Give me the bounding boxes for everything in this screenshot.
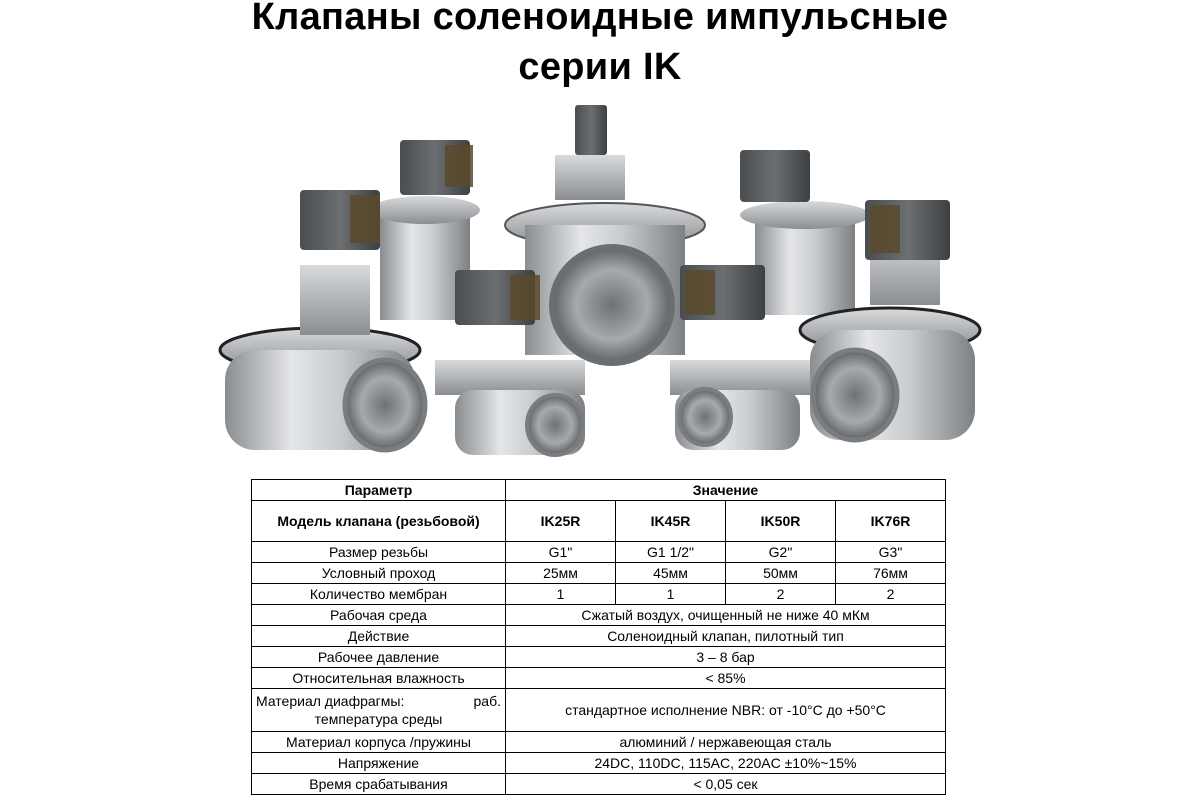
row-value: 3 – 8 бар bbox=[506, 647, 946, 668]
row-value: 1 bbox=[616, 584, 726, 605]
row-value: 76мм bbox=[836, 563, 946, 584]
valves-illustration bbox=[200, 95, 1000, 470]
row-label: Количество мембран bbox=[252, 584, 506, 605]
row-value: 2 bbox=[836, 584, 946, 605]
row-label bbox=[252, 689, 506, 732]
table-row bbox=[252, 753, 946, 774]
model-label: Модель клапана (резьбовой) bbox=[252, 501, 506, 542]
table-row bbox=[252, 584, 946, 605]
header-value: Значение bbox=[506, 480, 946, 501]
row-value: G3" bbox=[836, 542, 946, 563]
table-row bbox=[252, 668, 946, 689]
table-row bbox=[252, 732, 946, 753]
row-value: стандартное исполнение NBR: от -10°С до +50°С bbox=[506, 689, 946, 732]
row-label: Время срабатывания bbox=[252, 774, 506, 795]
row-value: 45мм bbox=[616, 563, 726, 584]
product-photo bbox=[200, 95, 1000, 470]
row-label: Напряжение bbox=[252, 753, 506, 774]
row-value: 50мм bbox=[726, 563, 836, 584]
table-header-row bbox=[252, 480, 946, 501]
row-value: G1 1/2" bbox=[616, 542, 726, 563]
specification-table bbox=[251, 479, 946, 795]
table-row bbox=[252, 647, 946, 668]
table-row bbox=[252, 563, 946, 584]
row-label: Относительная влажность bbox=[252, 668, 506, 689]
row-value: G1" bbox=[506, 542, 616, 563]
table-row bbox=[252, 626, 946, 647]
model-row bbox=[252, 501, 946, 542]
table-row bbox=[252, 542, 946, 563]
row-value: 24DC, 110DC, 115AC, 220AC ±10%~15% bbox=[506, 753, 946, 774]
row-value: 2 bbox=[726, 584, 836, 605]
row-label: Условный проход bbox=[252, 563, 506, 584]
valve-back-center bbox=[505, 105, 705, 363]
title-line-2: серии IK bbox=[518, 46, 682, 88]
diaphragm-label-b: раб. bbox=[473, 693, 501, 709]
model-cell: IK45R bbox=[616, 501, 726, 542]
model-cell: IK50R bbox=[726, 501, 836, 542]
row-value: 25мм bbox=[506, 563, 616, 584]
row-value: 1 bbox=[506, 584, 616, 605]
row-value: G2" bbox=[726, 542, 836, 563]
diaphragm-label-c: температура среды bbox=[314, 711, 443, 727]
diaphragm-label-a: Материал диафрагмы: bbox=[256, 693, 405, 709]
row-value: алюминий / нержавеющая сталь bbox=[506, 732, 946, 753]
table-row bbox=[252, 605, 946, 626]
title-line-1: Клапаны соленоидные импульсные bbox=[251, 0, 949, 38]
row-value: < 0,05 сек bbox=[506, 774, 946, 795]
row-value: Соленоидный клапан, пилотный тип bbox=[506, 626, 946, 647]
row-value: < 85% bbox=[506, 668, 946, 689]
table-row bbox=[252, 689, 946, 732]
header-param: Параметр bbox=[252, 480, 506, 501]
table-row bbox=[252, 774, 946, 795]
diaphragm-label-line1 bbox=[256, 692, 501, 710]
row-label: Рабочее давление bbox=[252, 647, 506, 668]
row-label: Действие bbox=[252, 626, 506, 647]
row-label: Размер резьбы bbox=[252, 542, 506, 563]
row-label: Рабочая среда bbox=[252, 605, 506, 626]
model-cell: IK25R bbox=[506, 501, 616, 542]
row-label: Материал корпуса /пружины bbox=[252, 732, 506, 753]
row-value: Сжатый воздух, очищенный не ниже 40 мКм bbox=[506, 605, 946, 626]
model-cell: IK76R bbox=[836, 501, 946, 542]
